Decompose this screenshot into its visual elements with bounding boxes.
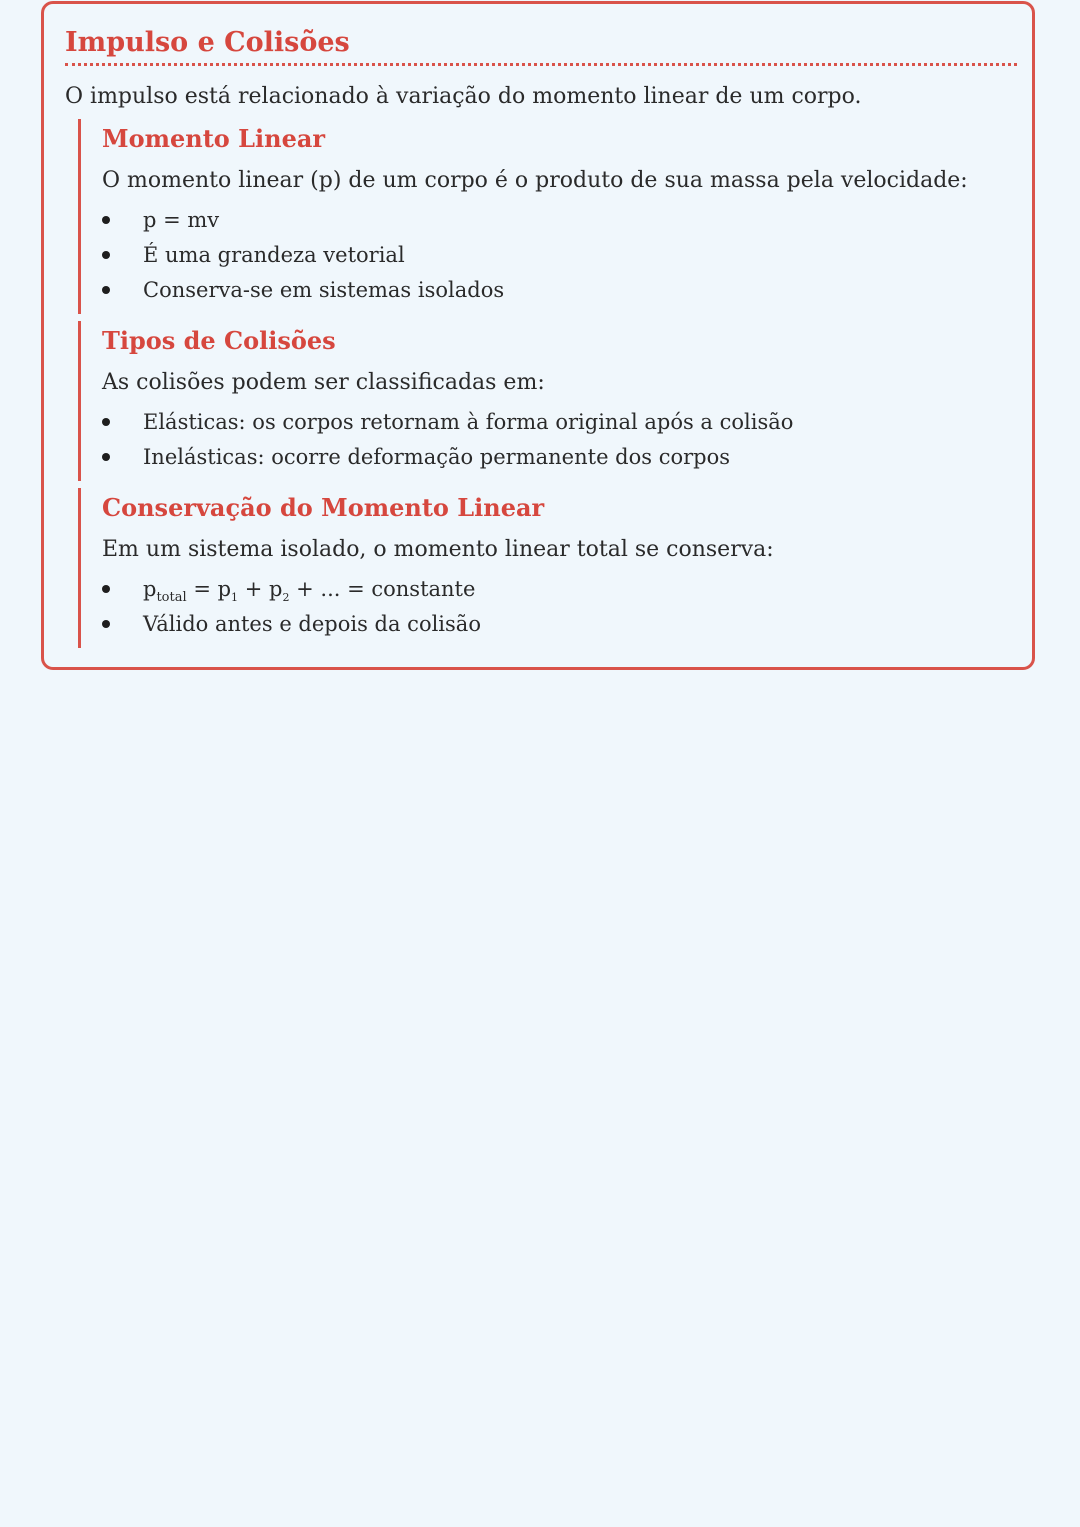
section-tipos-de-colisoes bbox=[78, 321, 1001, 481]
bullet-dot-icon bbox=[102, 286, 110, 294]
bullet-dot-icon bbox=[102, 453, 110, 461]
formula-plus: + bbox=[238, 577, 269, 601]
formula-total-subscript: total bbox=[156, 590, 187, 606]
bullet-text: p = mv bbox=[143, 208, 220, 232]
formula-p2: p bbox=[269, 577, 283, 601]
summary-card bbox=[41, 1, 1035, 670]
section-text-conservacao: Em um sistema isolado, o momento linear total se conserva: bbox=[102, 537, 774, 562]
bullet-dot-icon bbox=[102, 585, 110, 593]
section-conservacao-momento-linear bbox=[78, 488, 1001, 648]
formula-rest: + ... = constante bbox=[289, 577, 476, 601]
bullet-text: Inelásticas: ocorre deformação permanente dos corpos bbox=[143, 445, 731, 469]
bullet-list-conservacao bbox=[102, 574, 481, 644]
formula-p1-subscript: 1 bbox=[231, 591, 239, 604]
list-item bbox=[102, 240, 504, 275]
list-item bbox=[102, 442, 793, 477]
list-item bbox=[102, 407, 793, 442]
formula-p1: p bbox=[217, 577, 232, 601]
formula-p2-subscript: 2 bbox=[282, 591, 290, 604]
list-item bbox=[102, 574, 481, 609]
bullet-text: Conserva-se em sistemas isolados bbox=[143, 278, 505, 302]
list-item bbox=[102, 205, 504, 240]
title-dotted-divider bbox=[65, 63, 1017, 66]
section-text-momento-linear: O momento linear (p) de um corpo é o produto de sua massa pela velocidade: bbox=[102, 168, 968, 193]
bullet-dot-icon bbox=[102, 418, 110, 426]
bullet-text: É uma grandeza vetorial bbox=[143, 243, 405, 267]
formula-equals: = bbox=[186, 577, 218, 601]
bullet-list-momento-linear bbox=[102, 205, 504, 310]
section-momento-linear bbox=[78, 119, 1001, 314]
intro-text: O impulso está relacionado à variação do momento linear de um corpo. bbox=[65, 84, 862, 109]
bullet-text: Elásticas: os corpos retornam à forma original após a colisão bbox=[143, 410, 794, 434]
section-title-tipos-de-colisoes: Tipos de Colisões bbox=[102, 326, 336, 355]
list-item bbox=[102, 609, 481, 644]
section-title-momento-linear: Momento Linear bbox=[102, 124, 326, 153]
section-title-conservacao: Conservação do Momento Linear bbox=[102, 493, 545, 522]
bullet-text: Válido antes e depois da colisão bbox=[143, 612, 481, 636]
bullet-list-tipos-de-colisoes bbox=[102, 407, 793, 477]
section-text-tipos-de-colisoes: As colisões podem ser classificadas em: bbox=[102, 370, 545, 395]
formula-p-total: p bbox=[143, 577, 157, 601]
list-item bbox=[102, 275, 504, 310]
bullet-dot-icon bbox=[102, 251, 110, 259]
momentum-formula bbox=[143, 577, 476, 606]
card-title: Impulso e Colisões bbox=[65, 27, 350, 58]
bullet-dot-icon bbox=[102, 216, 110, 224]
bullet-dot-icon bbox=[102, 620, 110, 628]
